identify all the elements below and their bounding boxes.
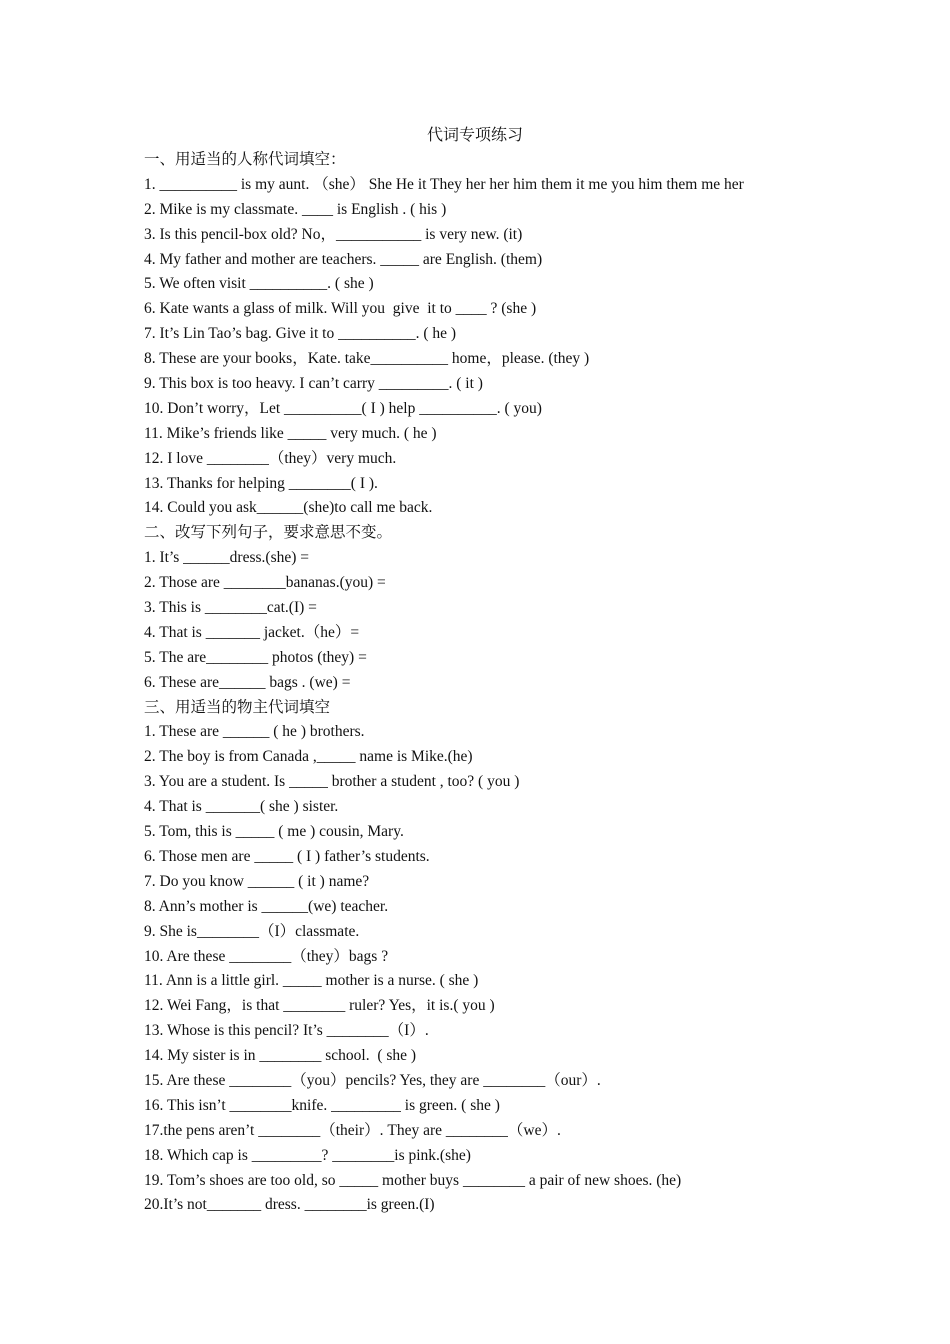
section-2-item: 3. This is ________cat.(I) =	[144, 599, 317, 617]
section-1-item: 9. This box is too heavy. I can’t carry _________. ( it )	[144, 375, 483, 393]
section-3-item: 10. Are these ________（they）bags ?	[144, 947, 389, 965]
section-3-item: 20.It’s not_______ dress. ________is green.(I)	[144, 1196, 435, 1214]
section-3-item: 8. Ann’s mother is ______(we) teacher.	[144, 897, 389, 915]
section-3-item: 3. You are a student. Is _____ brother a student , too? ( you )	[144, 773, 520, 791]
section-3-item: 16. This isn’t ________knife. _________ is green. ( she )	[144, 1096, 500, 1114]
section-3-item: 9. She is________（I）classmate.	[144, 922, 360, 940]
section-3-item: 2. The boy is from Canada ,_____ name is Mike.(he)	[144, 748, 473, 766]
section-2-heading: 二、改写下列句子，要求意思不变。	[144, 524, 393, 542]
section-1-item: 2. Mike is my classmate. ____ is English . ( his )	[144, 200, 447, 218]
section-2-item: 1. It’s ______dress.(she) =	[144, 549, 310, 567]
section-3-item: 15. Are these ________（you）pencils? Yes, they are ________（our）.	[144, 1071, 601, 1089]
section-3-item: 7. Do you know ______ ( it ) name?	[144, 872, 370, 890]
section-1-heading: 一、用适当的人称代词填空：	[144, 151, 346, 168]
section-1-item: 12. I love ________（they）very much.	[144, 449, 397, 467]
page-title: 代词专项练习	[426, 127, 523, 144]
section-3-item: 18. Which cap is _________? ________is pink.(she)	[144, 1146, 471, 1164]
section-1-item: 10. Don’t worry，Let __________( I ) help __________. ( you)	[144, 399, 542, 417]
section-3-item: 14. My sister is in ________ school. ( she )	[144, 1047, 417, 1065]
section-1-item: 13. Thanks for helping ________( I ).	[144, 474, 378, 492]
section-3-item: 19. Tom’s shoes are too old, so _____ mother buys ________ a pair of new shoes. (he)	[144, 1171, 682, 1189]
section-3-item: 17.the pens aren’t ________（their）. They are ________（we）.	[144, 1121, 561, 1139]
section-3-item: 11. Ann is a little girl. _____ mother is a nurse. ( she )	[144, 972, 479, 990]
section-1-item: 8. These are your books，Kate. take__________ home，please. (they )	[144, 350, 590, 368]
section-1-item: 3. Is this pencil-box old? No，___________ is very new. (it)	[144, 225, 523, 243]
section-2-item: 4. That is _______ jacket.（he）=	[144, 623, 360, 641]
section-1-item: 4. My father and mother are teachers. _____ are English. (them)	[144, 250, 543, 268]
section-3-item: 12. Wei Fang，is that ________ ruler? Yes，it is.( you )	[144, 997, 495, 1015]
section-2-item: 2. Those are ________bananas.(you) =	[144, 574, 386, 592]
section-1-item: 7. It’s Lin Tao’s bag. Give it to __________. ( he )	[144, 325, 457, 343]
worksheet-body	[144, 148, 844, 1218]
section-2-item: 6. These are______ bags . (we) =	[144, 673, 351, 691]
section-1-item: 11. Mike’s friends like _____ very much. ( he )	[144, 424, 437, 442]
section-1-item: 6. Kate wants a glass of milk. Will you give it to ____ ? (she )	[144, 300, 537, 318]
section-3-item: 5. Tom, this is _____ ( me ) cousin, Mary.	[144, 823, 404, 841]
section-3-item: 4. That is _______( she ) sister.	[144, 798, 339, 816]
section-2-item: 5. The are________ photos (they) =	[144, 648, 367, 666]
section-1-item: 14. Could you ask______(she)to call me back.	[144, 499, 433, 517]
section-3-heading: 三、用适当的物主代词填空	[144, 698, 331, 716]
section-3-item: 1. These are ______ ( he ) brothers.	[144, 723, 365, 741]
section-1-item: 5. We often visit __________. ( she )	[144, 275, 374, 293]
section-3-item: 6. Those men are _____ ( I ) father’s students.	[144, 847, 430, 865]
section-1-item: 1. __________ is my aunt. （she） She He it They her her him them it me you him them me her	[144, 175, 744, 193]
section-3-item: 13. Whose is this pencil? It’s ________（I）.	[144, 1022, 429, 1040]
